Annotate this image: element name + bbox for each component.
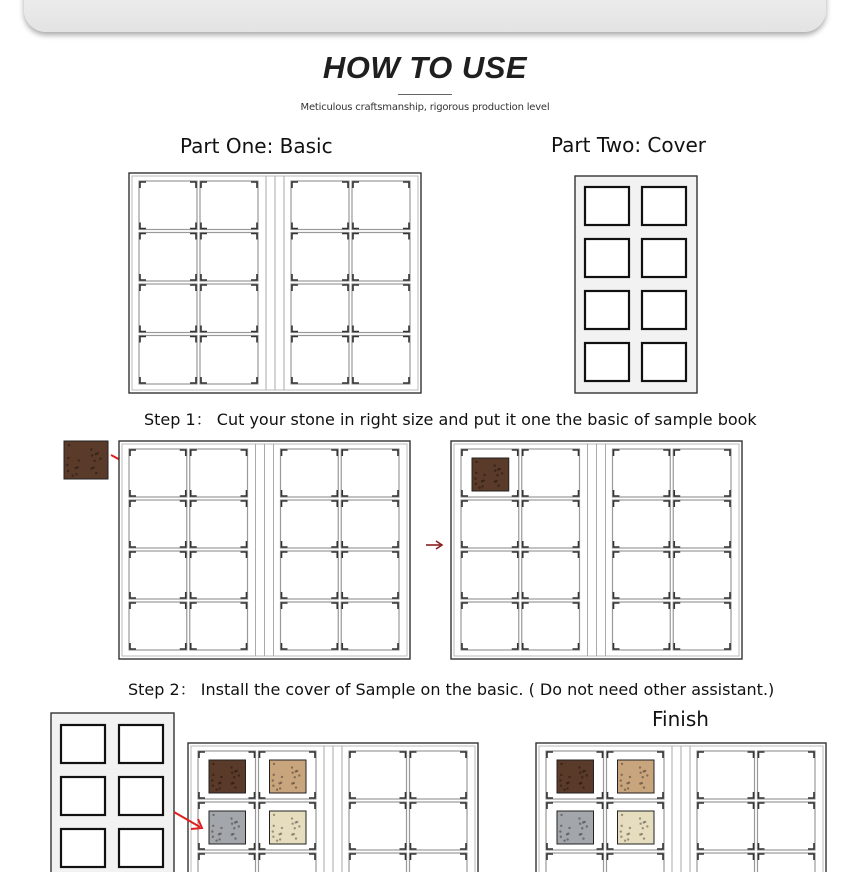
cover-window <box>585 187 629 225</box>
stone-sample-tile <box>557 760 594 793</box>
slot-cell <box>139 181 197 230</box>
cover-window <box>119 725 163 763</box>
slot-cell <box>129 500 187 548</box>
slot-cell <box>697 853 755 872</box>
slot-cell <box>461 500 519 548</box>
slot-cell <box>352 284 410 333</box>
slot-cell <box>139 284 197 333</box>
slot-cell <box>349 751 407 799</box>
slot-cell <box>129 551 187 599</box>
slot-cell <box>758 853 816 872</box>
slot-cell <box>697 751 755 799</box>
part-two-heading: Part Two: Cover <box>551 133 706 157</box>
cover-diagram <box>574 175 698 392</box>
slot-cell <box>461 602 519 650</box>
stone-sample-tile <box>618 760 655 793</box>
red-arrow-icon-2 <box>172 810 208 834</box>
step-1-text: Step 1： Cut your stone in right size and put it one the basic of sample book <box>144 410 757 429</box>
cover-diagram-step2 <box>50 712 175 872</box>
slot-cell <box>341 602 399 650</box>
slot-cell <box>613 500 671 548</box>
slot-cell <box>341 551 399 599</box>
basic-book-filled <box>187 742 479 872</box>
slot-cell <box>758 751 816 799</box>
slot-cell <box>546 853 604 872</box>
right-arrow-icon <box>425 538 445 552</box>
finished-book <box>535 742 827 872</box>
slot-cell <box>613 551 671 599</box>
slot-cell <box>673 500 731 548</box>
top-banner <box>24 0 826 32</box>
cover-window <box>119 829 163 867</box>
title-divider <box>398 94 452 95</box>
slot-cell <box>673 602 731 650</box>
slot-cell <box>697 802 755 850</box>
cover-window <box>61 777 105 815</box>
cover-window <box>585 343 629 381</box>
stone-sample-tile <box>270 760 307 793</box>
cover-window <box>119 777 163 815</box>
slot-cell <box>291 284 349 333</box>
slot-cell <box>522 551 580 599</box>
cover-window <box>585 291 629 329</box>
page-subtitle: Meticulous craftsmanship, rigorous production level <box>300 102 550 113</box>
slot-cell <box>129 449 187 497</box>
stone-sample-tile <box>209 811 246 844</box>
slot-cell <box>291 233 349 282</box>
slot-cell <box>341 500 399 548</box>
cover-window <box>642 291 686 329</box>
slot-cell <box>129 602 187 650</box>
cover-window <box>642 239 686 277</box>
slot-cell <box>410 802 468 850</box>
basic-book-diagram <box>128 172 422 394</box>
slot-cell <box>139 336 197 385</box>
slot-cell <box>758 802 816 850</box>
slot-cell <box>349 802 407 850</box>
stone-sample <box>63 440 109 480</box>
cover-window <box>61 725 105 763</box>
slot-cell <box>349 853 407 872</box>
slot-cell <box>259 853 317 872</box>
slot-cell <box>522 602 580 650</box>
slot-cell <box>673 551 731 599</box>
inserted-stone <box>472 458 509 491</box>
slot-cell <box>613 449 671 497</box>
slot-cell <box>613 602 671 650</box>
slot-cell <box>200 336 258 385</box>
slot-cell <box>461 551 519 599</box>
slot-cell <box>291 181 349 230</box>
slot-cell <box>410 751 468 799</box>
slot-cell <box>352 233 410 282</box>
finish-heading: Finish <box>652 707 709 731</box>
slot-cell <box>190 500 248 548</box>
stone-sample-tile <box>618 811 655 844</box>
brown-stone-swatch <box>64 441 108 479</box>
slot-cell <box>190 449 248 497</box>
slot-cell <box>281 602 339 650</box>
basic-book-empty <box>118 440 411 660</box>
slot-cell <box>673 449 731 497</box>
slot-cell <box>190 602 248 650</box>
part-one-heading: Part One: Basic <box>180 134 333 158</box>
slot-cell <box>522 500 580 548</box>
cover-window <box>642 187 686 225</box>
basic-book-with-stone <box>450 440 743 660</box>
slot-cell <box>352 336 410 385</box>
slot-cell <box>281 500 339 548</box>
slot-cell <box>198 853 256 872</box>
slot-cell <box>200 284 258 333</box>
slot-cell <box>190 551 248 599</box>
slot-cell <box>352 181 410 230</box>
slot-cell <box>200 181 258 230</box>
slot-cell <box>522 449 580 497</box>
slot-cell <box>139 233 197 282</box>
slot-cell <box>291 336 349 385</box>
step-2-text: Step 2： Install the cover of Sample on the basic. ( Do not need other assistant.) <box>128 680 775 699</box>
stone-sample-tile <box>270 811 307 844</box>
cover-window <box>585 239 629 277</box>
slot-cell <box>410 853 468 872</box>
stone-sample-tile <box>557 811 594 844</box>
cover-window <box>642 343 686 381</box>
slot-cell <box>341 449 399 497</box>
slot-cell <box>281 551 339 599</box>
slot-cell <box>607 853 665 872</box>
page-title: HOW TO USE <box>322 50 528 85</box>
stone-sample-tile <box>209 760 246 793</box>
slot-cell <box>281 449 339 497</box>
slot-cell <box>200 233 258 282</box>
cover-window <box>61 829 105 867</box>
